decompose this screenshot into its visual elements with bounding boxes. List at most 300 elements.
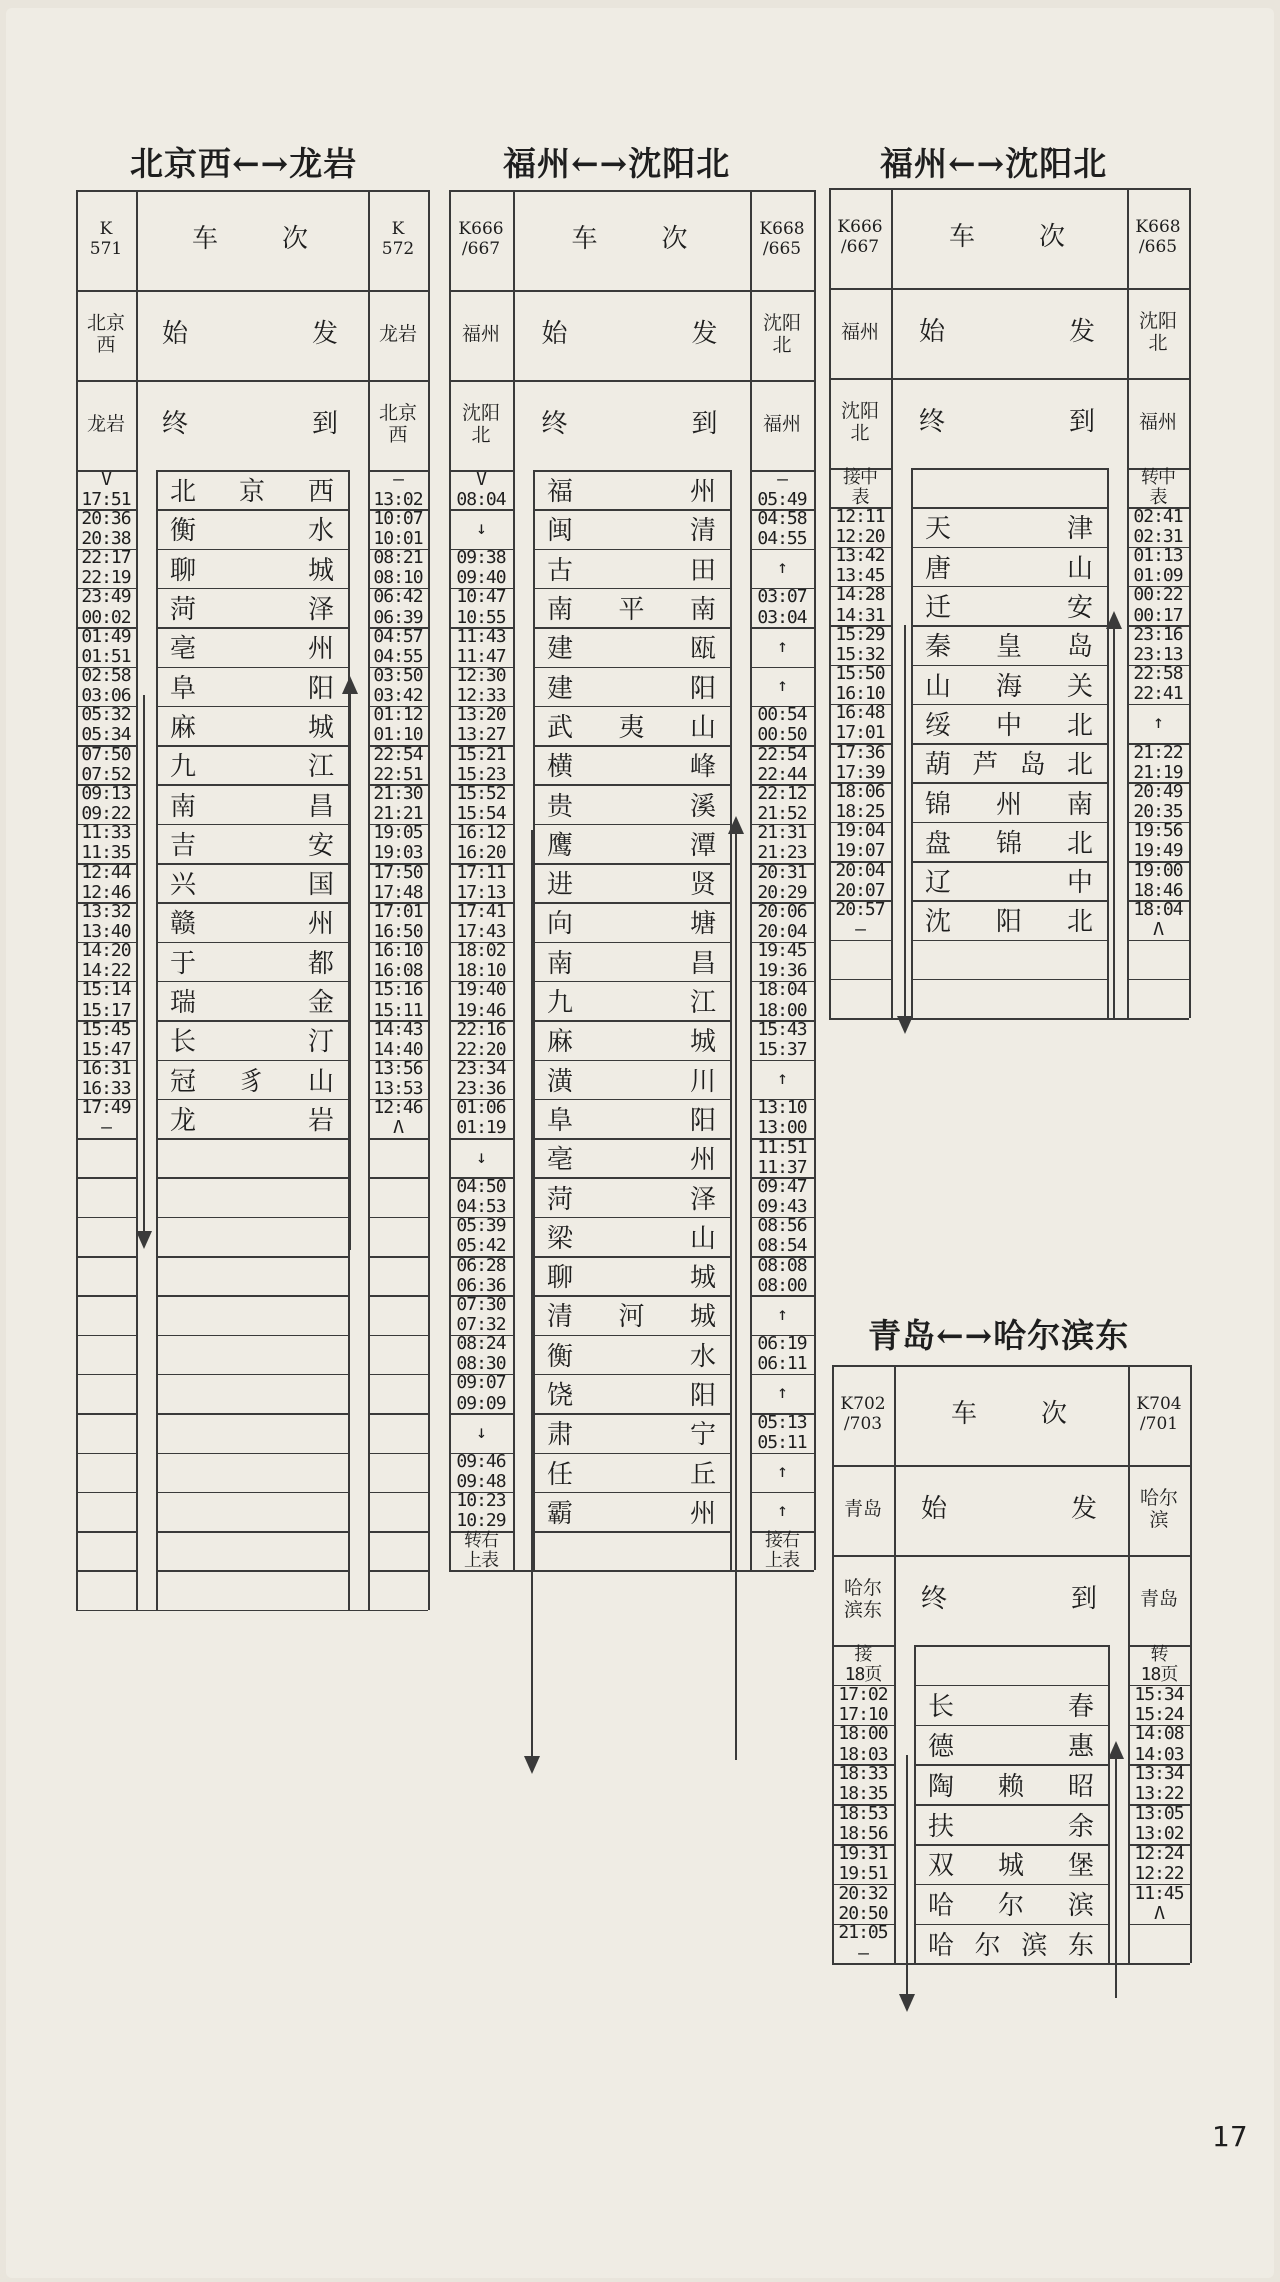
rule — [143, 695, 145, 1235]
time-left: 接中 表 — [843, 466, 877, 508]
time-right: ↑ — [777, 1068, 787, 1090]
station-name: 双 城 堡 — [928, 1851, 1094, 1882]
header-right-1: 沈阳 北 — [762, 312, 801, 356]
time-right: 03:07 03:04 — [757, 586, 807, 628]
rule — [349, 690, 351, 1250]
header-center-2: 终 到 — [920, 1584, 1101, 1615]
header-left-2: 哈尔 滨东 — [843, 1577, 882, 1621]
time-left: 01:49 01:51 — [81, 625, 131, 667]
header-left-1: 北京 西 — [86, 312, 125, 356]
time-right — [368, 1374, 428, 1413]
rule — [156, 470, 158, 1610]
rule — [428, 190, 430, 1610]
station-name: 麻 城 — [547, 1027, 716, 1058]
station-name: 衡 水 — [547, 1341, 716, 1372]
time-right: — 13:02 — [373, 468, 423, 510]
time-right: 04:57 04:55 — [373, 625, 423, 667]
rule — [906, 1755, 908, 1998]
station-name: 北 京 西 — [170, 477, 334, 508]
time-right: 22:58 22:41 — [1133, 663, 1183, 705]
time-right — [368, 1177, 428, 1216]
time-right — [368, 1217, 428, 1256]
time-left: 20:32 20:50 — [838, 1882, 888, 1924]
rule — [1189, 188, 1191, 1018]
time-left: 19:31 19:51 — [838, 1842, 888, 1884]
time-right: 17:01 16:50 — [373, 900, 423, 942]
time-right: ↑ — [777, 1303, 787, 1325]
time-left: 21:05 — — [838, 1922, 888, 1964]
time-right: 13:34 13:22 — [1134, 1763, 1184, 1805]
station-name — [170, 1177, 334, 1216]
station-name — [170, 1295, 334, 1334]
header-center-1: 始 发 — [161, 319, 342, 350]
station-name: 扶 余 — [928, 1811, 1094, 1842]
header-right-1: 龙岩 — [378, 323, 417, 346]
station-name: 陶 赖 昭 — [928, 1771, 1094, 1802]
time-left: 13:32 13:40 — [81, 900, 131, 942]
time-right: 12:46 Λ — [373, 1097, 423, 1139]
time-left: 15:50 16:10 — [835, 663, 885, 705]
time-left: 22:16 22:20 — [456, 1018, 506, 1060]
rule — [449, 1570, 814, 1572]
station-name: 菏 泽 — [170, 595, 334, 626]
time-left: 09:38 09:40 — [456, 547, 506, 589]
time-right: 20:49 20:35 — [1133, 780, 1183, 823]
time-left: 转右 上表 — [464, 1529, 498, 1571]
time-left: 接 18页 — [844, 1643, 882, 1685]
station-name: 阜 阳 — [547, 1105, 716, 1136]
time-left: 16:31 16:33 — [81, 1058, 131, 1100]
time-left: 18:00 18:03 — [838, 1723, 888, 1765]
time-left — [76, 1453, 136, 1492]
time-right: 21:31 21:23 — [757, 822, 807, 864]
time-right: 08:56 08:54 — [757, 1215, 807, 1257]
arrow-up-icon — [1108, 1741, 1124, 1759]
station-name: 德 惠 — [928, 1731, 1094, 1762]
arrow-down-icon — [899, 1994, 915, 2012]
arrow-up-icon — [1106, 611, 1122, 629]
time-right: 06:19 06:11 — [757, 1333, 807, 1375]
time-right: 08:21 08:10 — [373, 547, 423, 589]
time-left: 16:48 17:01 — [835, 702, 885, 744]
station-name: 葫 芦 岛 北 — [925, 750, 1093, 781]
station-name — [170, 1413, 334, 1452]
station-name: 赣 州 — [170, 909, 334, 940]
station-name — [928, 1645, 1094, 1685]
time-right: 13:10 13:00 — [757, 1097, 807, 1139]
time-right: 17:50 17:48 — [373, 861, 423, 903]
time-right — [368, 1138, 428, 1177]
station-name: 亳 州 — [170, 634, 334, 665]
time-left: 17:11 17:13 — [456, 861, 506, 903]
arrow-up-icon — [728, 816, 744, 834]
rule — [829, 1018, 1189, 1020]
time-left: 05:39 05:42 — [456, 1215, 506, 1257]
time-left: 16:12 16:20 — [456, 822, 506, 864]
station-name: 聊 城 — [170, 555, 334, 586]
time-left: ↓ — [476, 1146, 486, 1168]
header-center-0: 车 次 — [571, 224, 692, 255]
station-name: 贵 溪 — [547, 791, 716, 822]
time-left — [76, 1256, 136, 1295]
station-name: 南 平 南 — [547, 595, 716, 626]
time-left — [76, 1374, 136, 1413]
time-right: 06:42 06:39 — [373, 586, 423, 628]
station-name: 清 河 城 — [547, 1302, 716, 1333]
time-right: 18:04 Λ — [1133, 898, 1183, 940]
time-left: ↓ — [476, 1421, 486, 1443]
station-name — [170, 1335, 334, 1374]
time-right: ↑ — [777, 1461, 787, 1483]
station-name — [170, 1217, 334, 1256]
time-right: 14:43 14:40 — [373, 1018, 423, 1060]
arrow-down-icon — [524, 1756, 540, 1774]
time-right — [1128, 1924, 1190, 1964]
station-name: 哈 尔 滨 — [928, 1891, 1094, 1922]
header-left-0: K666 /667 — [458, 219, 504, 259]
header-right-2: 福州 — [1138, 411, 1177, 434]
time-left: 15:45 15:47 — [81, 1018, 131, 1060]
time-left: 15:14 15:17 — [81, 979, 131, 1021]
time-left: 12:11 12:20 — [835, 505, 885, 547]
time-left: 10:23 10:29 — [456, 1490, 506, 1532]
time-left: 11:43 11:47 — [456, 625, 506, 667]
time-left: 15:29 15:32 — [835, 623, 885, 665]
station-name: 福 州 — [547, 477, 716, 508]
time-right: 03:50 03:42 — [373, 665, 423, 707]
station-name — [170, 1374, 334, 1413]
time-left: 17:36 17:39 — [835, 741, 885, 783]
header-left-0: K666 /667 — [837, 217, 883, 257]
time-right: ↑ — [1153, 712, 1163, 734]
station-name: 唐 山 — [925, 553, 1093, 584]
station-name — [170, 1570, 334, 1609]
table-title: 青岛←→哈尔滨东 — [868, 1316, 1130, 1355]
time-left: 22:17 22:19 — [81, 547, 131, 589]
time-right: 02:41 02:31 — [1133, 505, 1183, 547]
time-right: 20:31 20:29 — [757, 861, 807, 903]
table-title: 福州←→沈阳北 — [880, 144, 1108, 183]
station-name: 吉 安 — [170, 830, 334, 861]
time-right: 18:04 18:00 — [757, 979, 807, 1021]
time-left: 02:58 03:06 — [81, 665, 131, 707]
time-right: 接右 上表 — [765, 1529, 799, 1571]
time-right: 11:51 11:37 — [757, 1136, 807, 1178]
header-right-2: 青岛 — [1139, 1588, 1178, 1611]
station-name: 潢 川 — [547, 1066, 716, 1097]
time-left — [76, 1570, 136, 1609]
station-name: 梁 山 — [547, 1223, 716, 1254]
time-left: 20:04 20:07 — [835, 859, 885, 901]
time-right: 15:16 15:11 — [373, 979, 423, 1021]
time-right: 10:07 10:01 — [373, 507, 423, 549]
time-right: 16:10 16:08 — [373, 940, 423, 982]
station-name: 闽 清 — [547, 516, 716, 547]
rule — [1108, 1645, 1110, 1963]
rule — [730, 470, 732, 1570]
station-name: 菏 泽 — [547, 1184, 716, 1215]
station-name: 建 瓯 — [547, 634, 716, 665]
time-left — [76, 1413, 136, 1452]
time-left: 17:49 — — [81, 1097, 131, 1139]
station-name: 锦 州 南 — [925, 789, 1093, 820]
rule — [1190, 1365, 1192, 1963]
rule — [891, 188, 893, 1018]
time-left: 18:06 18:25 — [835, 780, 885, 823]
time-right: 09:47 09:43 — [757, 1175, 807, 1218]
time-right: 05:13 05:11 — [757, 1411, 807, 1453]
station-name: 聊 城 — [547, 1263, 716, 1294]
time-left: 15:21 15:23 — [456, 743, 506, 785]
time-left — [76, 1217, 136, 1256]
time-right: 13:56 13:53 — [373, 1058, 423, 1100]
time-right: — 05:49 — [757, 468, 807, 510]
station-name: 山 海 关 — [925, 671, 1093, 702]
time-right: 13:05 13:02 — [1134, 1802, 1184, 1845]
station-name — [170, 1453, 334, 1492]
time-right: 21:22 21:19 — [1133, 741, 1183, 783]
time-left — [829, 940, 891, 979]
time-left: 12:30 12:33 — [456, 665, 506, 707]
table-title: 福州←→沈阳北 — [503, 144, 731, 183]
time-left: 08:24 08:30 — [456, 1333, 506, 1375]
time-right — [368, 1492, 428, 1531]
time-right: 08:08 08:00 — [757, 1254, 807, 1296]
time-right: 11:45 Λ — [1134, 1882, 1184, 1924]
station-name: 武 夷 山 — [547, 712, 716, 743]
time-left: 18:53 18:56 — [838, 1802, 888, 1845]
station-name: 阜 阳 — [170, 673, 334, 704]
time-left: 20:36 20:38 — [81, 507, 131, 549]
time-right: ↑ — [777, 1382, 787, 1404]
station-name: 霸 州 — [547, 1498, 716, 1529]
header-right-1: 沈阳 北 — [1138, 310, 1177, 354]
time-left: 04:50 04:53 — [456, 1175, 506, 1218]
station-name: 哈 尔 滨 东 — [928, 1930, 1094, 1961]
time-right: 15:34 15:24 — [1134, 1683, 1184, 1725]
station-name — [170, 1138, 334, 1177]
time-left: 06:28 06:36 — [456, 1254, 506, 1296]
station-name: 冠 豸 山 — [170, 1066, 334, 1097]
rule — [1115, 1755, 1117, 1998]
header-right-1: 哈尔 滨 — [1139, 1487, 1178, 1531]
header-right-0: K668 /665 — [759, 219, 805, 259]
time-right: 12:24 12:22 — [1134, 1842, 1184, 1884]
station-name: 于 都 — [170, 948, 334, 979]
time-right: 00:54 00:50 — [757, 704, 807, 746]
station-name: 向 塘 — [547, 909, 716, 940]
time-left: 07:30 07:32 — [456, 1293, 506, 1335]
time-left — [76, 1138, 136, 1177]
time-left: 18:02 18:10 — [456, 940, 506, 982]
station-name: 长 汀 — [170, 1027, 334, 1058]
time-right — [368, 1295, 428, 1334]
time-left — [76, 1295, 136, 1334]
time-left: 12:44 12:46 — [81, 861, 131, 903]
time-right: 01:12 01:10 — [373, 704, 423, 746]
time-right: ↑ — [777, 675, 787, 697]
time-left: 20:57 — — [835, 898, 885, 940]
station-name: 天 津 — [925, 514, 1093, 545]
time-left — [76, 1531, 136, 1570]
header-center-1: 始 发 — [920, 1494, 1101, 1525]
time-left: 19:04 19:07 — [835, 820, 885, 862]
time-left: 19:40 19:46 — [456, 979, 506, 1021]
time-left: 14:20 14:22 — [81, 940, 131, 982]
station-name: 饶 阳 — [547, 1381, 716, 1412]
rule — [136, 190, 138, 1610]
station-name: 九 江 — [547, 988, 716, 1019]
table-title: 北京西←→龙岩 — [130, 144, 358, 183]
time-right: 22:12 21:52 — [757, 782, 807, 825]
time-right: 01:13 01:09 — [1133, 545, 1183, 587]
station-name: 辽 中 — [925, 868, 1093, 899]
time-left: 07:50 07:52 — [81, 743, 131, 785]
time-left: 13:20 13:27 — [456, 704, 506, 746]
station-name: 任 丘 — [547, 1459, 716, 1490]
rule — [76, 1610, 428, 1612]
header-left-2: 龙岩 — [86, 413, 125, 436]
time-right: 转中 表 — [1141, 466, 1175, 508]
time-left — [76, 1177, 136, 1216]
header-center-2: 终 到 — [918, 407, 1099, 438]
header-right-2: 福州 — [762, 413, 801, 436]
station-name — [170, 1256, 334, 1295]
header-left-1: 福州 — [840, 321, 879, 344]
station-name: 麻 城 — [170, 712, 334, 743]
station-name: 瑞 金 — [170, 988, 334, 1019]
header-right-0: K704 /701 — [1136, 1394, 1182, 1434]
time-right — [368, 1453, 428, 1492]
time-right: 23:16 23:13 — [1133, 623, 1183, 665]
header-center-2: 终 到 — [541, 409, 722, 440]
station-name: 秦 皇 岛 — [925, 632, 1093, 663]
station-name: 建 阳 — [547, 673, 716, 704]
header-left-0: K 571 — [89, 219, 123, 259]
time-right: 15:43 15:37 — [757, 1018, 807, 1060]
time-right — [1127, 940, 1189, 979]
time-left — [829, 979, 891, 1018]
station-name: 龙 岩 — [170, 1105, 334, 1136]
station-name — [925, 940, 1093, 979]
station-name — [170, 1531, 334, 1570]
time-left: V 08:04 — [456, 468, 506, 510]
station-name: 鹰 潭 — [547, 830, 716, 861]
time-left: 17:02 17:10 — [838, 1683, 888, 1725]
station-name — [925, 979, 1093, 1018]
rule — [513, 190, 515, 1570]
station-name: 南 昌 — [170, 791, 334, 822]
header-right-2: 北京 西 — [378, 402, 417, 446]
time-right: 22:54 22:51 — [373, 743, 423, 785]
time-left: 09:07 09:09 — [456, 1372, 506, 1414]
time-right: 21:30 21:21 — [373, 782, 423, 825]
header-right-0: K668 /665 — [1135, 217, 1181, 257]
station-name: 横 峰 — [547, 752, 716, 783]
time-left: 23:34 23:36 — [456, 1058, 506, 1100]
station-name: 九 江 — [170, 752, 334, 783]
rule — [1113, 625, 1115, 1020]
header-center-0: 车 次 — [950, 1399, 1071, 1430]
time-right: 19:00 18:46 — [1133, 859, 1183, 901]
station-name: 盘 锦 北 — [925, 828, 1093, 859]
header-left-2: 沈阳 北 — [840, 400, 879, 444]
time-right: 19:56 19:49 — [1133, 820, 1183, 862]
station-name: 古 田 — [547, 555, 716, 586]
time-right: 14:08 14:03 — [1134, 1723, 1184, 1765]
rule — [904, 625, 906, 1020]
station-name: 进 贤 — [547, 870, 716, 901]
arrow-down-icon — [136, 1231, 152, 1249]
arrow-up-icon — [342, 676, 358, 694]
time-left: 13:42 13:45 — [835, 545, 885, 587]
time-right: ↑ — [777, 1500, 787, 1522]
time-left: V 17:51 — [81, 468, 131, 510]
station-name — [170, 1492, 334, 1531]
station-name — [547, 1531, 716, 1570]
header-center-2: 终 到 — [161, 409, 342, 440]
rule — [735, 830, 737, 1760]
time-right: 20:06 20:04 — [757, 900, 807, 942]
station-name: 亳 州 — [547, 1145, 716, 1176]
time-right: 22:54 22:44 — [757, 743, 807, 785]
time-right — [368, 1335, 428, 1374]
header-left-2: 沈阳 北 — [461, 402, 500, 446]
header-center-0: 车 次 — [948, 222, 1069, 253]
station-name — [925, 468, 1093, 507]
station-name: 南 昌 — [547, 948, 716, 979]
time-right: ↑ — [777, 557, 787, 579]
time-right: 19:45 19:36 — [757, 940, 807, 982]
time-right — [1127, 979, 1189, 1018]
header-right-0: K 572 — [381, 219, 415, 259]
station-name: 兴 国 — [170, 870, 334, 901]
time-left: 23:49 00:02 — [81, 586, 131, 628]
time-left: 15:52 15:54 — [456, 782, 506, 825]
header-left-1: 青岛 — [843, 1498, 882, 1521]
time-right: 04:58 04:55 — [757, 507, 807, 549]
time-left: 01:06 01:19 — [456, 1097, 506, 1139]
time-left — [76, 1492, 136, 1531]
page-number: 17 — [1212, 2120, 1248, 2153]
station-name: 肃 宁 — [547, 1420, 716, 1451]
time-left: 17:41 17:43 — [456, 900, 506, 942]
header-left-1: 福州 — [461, 323, 500, 346]
header-center-0: 车 次 — [191, 224, 312, 255]
time-left: 11:33 11:35 — [81, 822, 131, 864]
time-left: 10:47 10:55 — [456, 586, 506, 628]
time-left: 18:33 18:35 — [838, 1763, 888, 1805]
station-name: 沈 阳 北 — [925, 907, 1093, 938]
header-left-0: K702 /703 — [840, 1394, 886, 1434]
time-right: 转 18页 — [1140, 1643, 1178, 1685]
time-left: 09:13 09:22 — [81, 782, 131, 825]
rule — [814, 190, 816, 1570]
rule — [531, 830, 533, 1760]
station-name: 绥 中 北 — [925, 710, 1093, 741]
time-right — [368, 1413, 428, 1452]
time-left: ↓ — [476, 517, 486, 539]
time-right — [368, 1570, 428, 1609]
station-name: 迁 安 — [925, 593, 1093, 624]
time-right — [368, 1531, 428, 1570]
time-right — [368, 1256, 428, 1295]
time-right: ↑ — [777, 635, 787, 657]
rule — [894, 1365, 896, 1963]
station-name: 长 春 — [928, 1692, 1094, 1723]
header-center-1: 始 发 — [918, 317, 1099, 348]
time-left: 05:32 05:34 — [81, 704, 131, 746]
